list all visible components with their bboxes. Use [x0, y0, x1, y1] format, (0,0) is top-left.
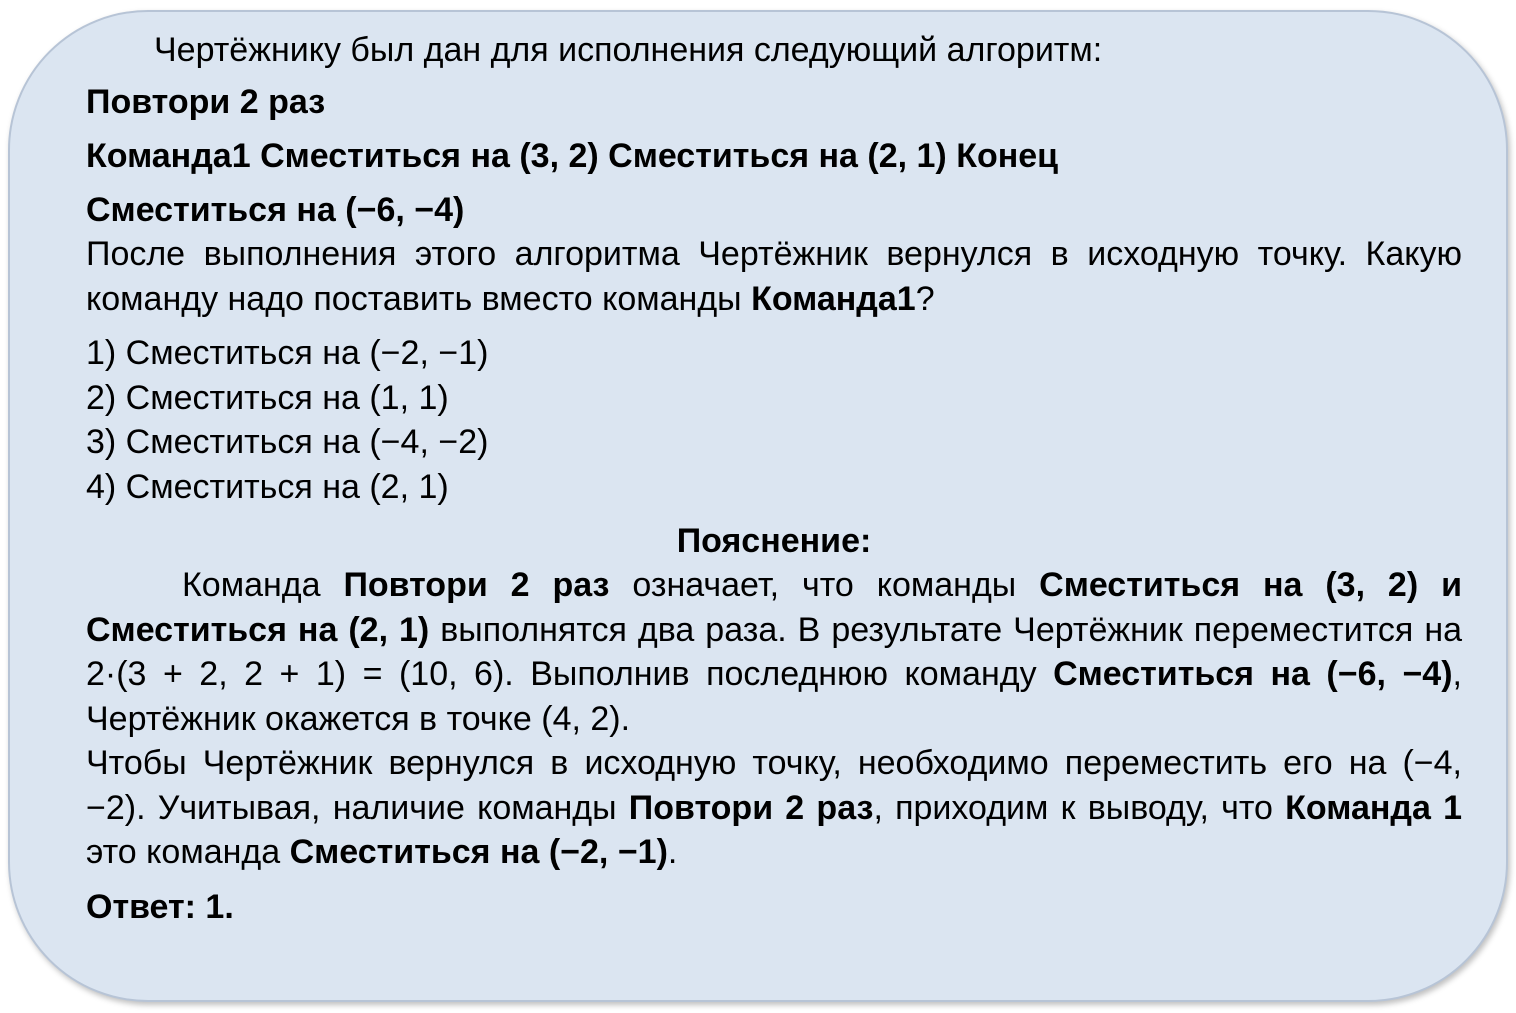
intro-text: Чертёжнику был дан для исполнения следующий алгоритм:	[154, 31, 1103, 69]
answer-text: Ответ: 1.	[86, 887, 234, 926]
algorithm-line-1: Повтори 2 раз	[86, 83, 326, 121]
option-2: 2) Сместиться на (1, 1)	[86, 378, 449, 417]
explanation-heading: Пояснение:	[676, 522, 872, 560]
algorithm-line-3: Сместиться на (−6, −4)	[86, 191, 465, 229]
option-4: 4) Сместиться на (2, 1)	[86, 467, 449, 506]
explanation-paragraph-1: Команда Повтори 2 раз означает, что команды Сместиться на (3, 2) и Сместиться на (2, 1) выполнятся два раза. В результате Чертёжник переместится на 2·(3 + 2, 2 + 1) = (10, 6). Выполнив последнюю команду Сместиться на (−6, −4), Чертёжник окажется в точке (4, 2).	[86, 566, 1463, 738]
content-card	[8, 10, 1508, 1002]
option-1: 1) Сместиться на (−2, −1)	[86, 334, 489, 372]
option-3: 3) Сместиться на (−4, −2)	[86, 423, 489, 461]
text-content	[86, 28, 1462, 929]
algorithm-line-2: Команда1 Сместиться на (3, 2) Сместиться на (2, 1) Конец	[86, 137, 1059, 175]
question-text: После выполнения этого алгоритма Чертёжник вернулся в исходную точку. Какую команду надо поставить вместо команды Команда1?	[86, 235, 1462, 318]
answer-options	[86, 331, 1462, 509]
explanation-paragraph-2: Чтобы Чертёжник вернулся в исходную точку, необходимо переместить его на (−4, −2). Учитывая, наличие команды Повтори 2 раз, приходим к выводу, что Команда 1 это команда Сместиться на (−2, −1).	[86, 744, 1463, 871]
